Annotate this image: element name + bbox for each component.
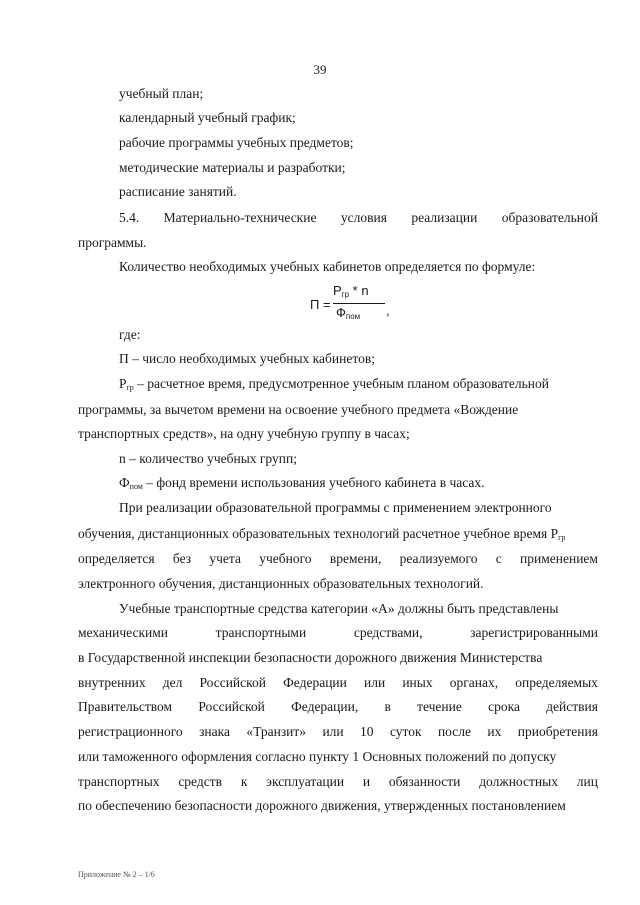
text-line: транспортных средств», на одну учебную группу в часах; — [78, 426, 410, 441]
section-heading-line — [119, 210, 598, 226]
justified-line: определяется без учета учебного времени, реализуемого с применением — [78, 551, 598, 566]
text-line: программы. — [78, 235, 147, 250]
list-item: рабочие программы учебных предметов; — [119, 135, 354, 150]
formula-comma: , — [386, 303, 390, 318]
word: 5.4. — [119, 210, 140, 225]
word: образовательной — [501, 210, 598, 225]
text-line: П – число необходимых учебных кабинетов; — [119, 351, 375, 366]
word: Материально-технические — [163, 210, 317, 225]
text-line: $Р_{гр}$ – расчетное время, предусмотренное учебным планом образовательной — [119, 376, 550, 392]
text-line: в Государственной инспекции безопасности дорожного движения Министерства — [78, 650, 543, 665]
text-line: где: — [119, 327, 141, 342]
justified-line: внутренних дел Российской Федерации или иных органах, определяемых — [78, 675, 598, 690]
footer-note: Приложение № 2 – 1/6 — [78, 870, 155, 879]
formula-denominator: $Ф_{пом}$ — [336, 305, 361, 321]
formula-numerator: $Р_{гр}$ * n — [333, 283, 369, 299]
fraction-bar — [333, 303, 385, 304]
word: реализации — [411, 210, 478, 225]
text-line: или таможенного оформления согласно пункту 1 Основных положений по допуску — [78, 749, 557, 764]
justified-line: транспортных средств к эксплуатации и обязанности должностных лиц — [78, 774, 598, 789]
text-line: обучения, дистанционных образовательных технологий расчетное учебное время $Р_{гр}$ — [78, 526, 566, 542]
list-item: методические материалы и разработки; — [119, 160, 346, 175]
text-line: При реализации образовательной программы с применением электронного — [119, 500, 552, 515]
text-line: $Ф_{пом}$ – фонд времени использования учебного кабинета в часах. — [119, 475, 485, 491]
list-item: учебный план; — [119, 86, 204, 101]
justified-line: механическими транспортными средствами, зарегистрированными — [78, 625, 598, 640]
formula-lhs: П = — [310, 297, 331, 312]
list-item: расписание занятий. — [119, 184, 237, 199]
justified-line: регистрационного знака «Транзит» или 10 суток после их приобретения — [78, 724, 598, 739]
page-number: 39 — [313, 62, 327, 77]
text-line: по обеспечению безопасности дорожного движения, утвержденных постановлением — [78, 798, 566, 813]
list-item: календарный учебный график; — [119, 110, 296, 125]
text-line: электронного обучения, дистанционных образовательных технологий. — [78, 576, 484, 591]
word: условия — [340, 210, 387, 225]
formula — [310, 283, 400, 331]
text-line: n – количество учебных групп; — [119, 451, 297, 466]
justified-line: Правительством Российской Федерации, в течение срока действия — [78, 699, 598, 714]
text-line: Количество необходимых учебных кабинетов определяется по формуле: — [119, 259, 536, 274]
text-line: Учебные транспортные средства категории «А» должны быть представлены — [119, 601, 559, 616]
text-line: программы, за вычетом времени на освоение учебного предмета «Вождение — [78, 402, 519, 417]
